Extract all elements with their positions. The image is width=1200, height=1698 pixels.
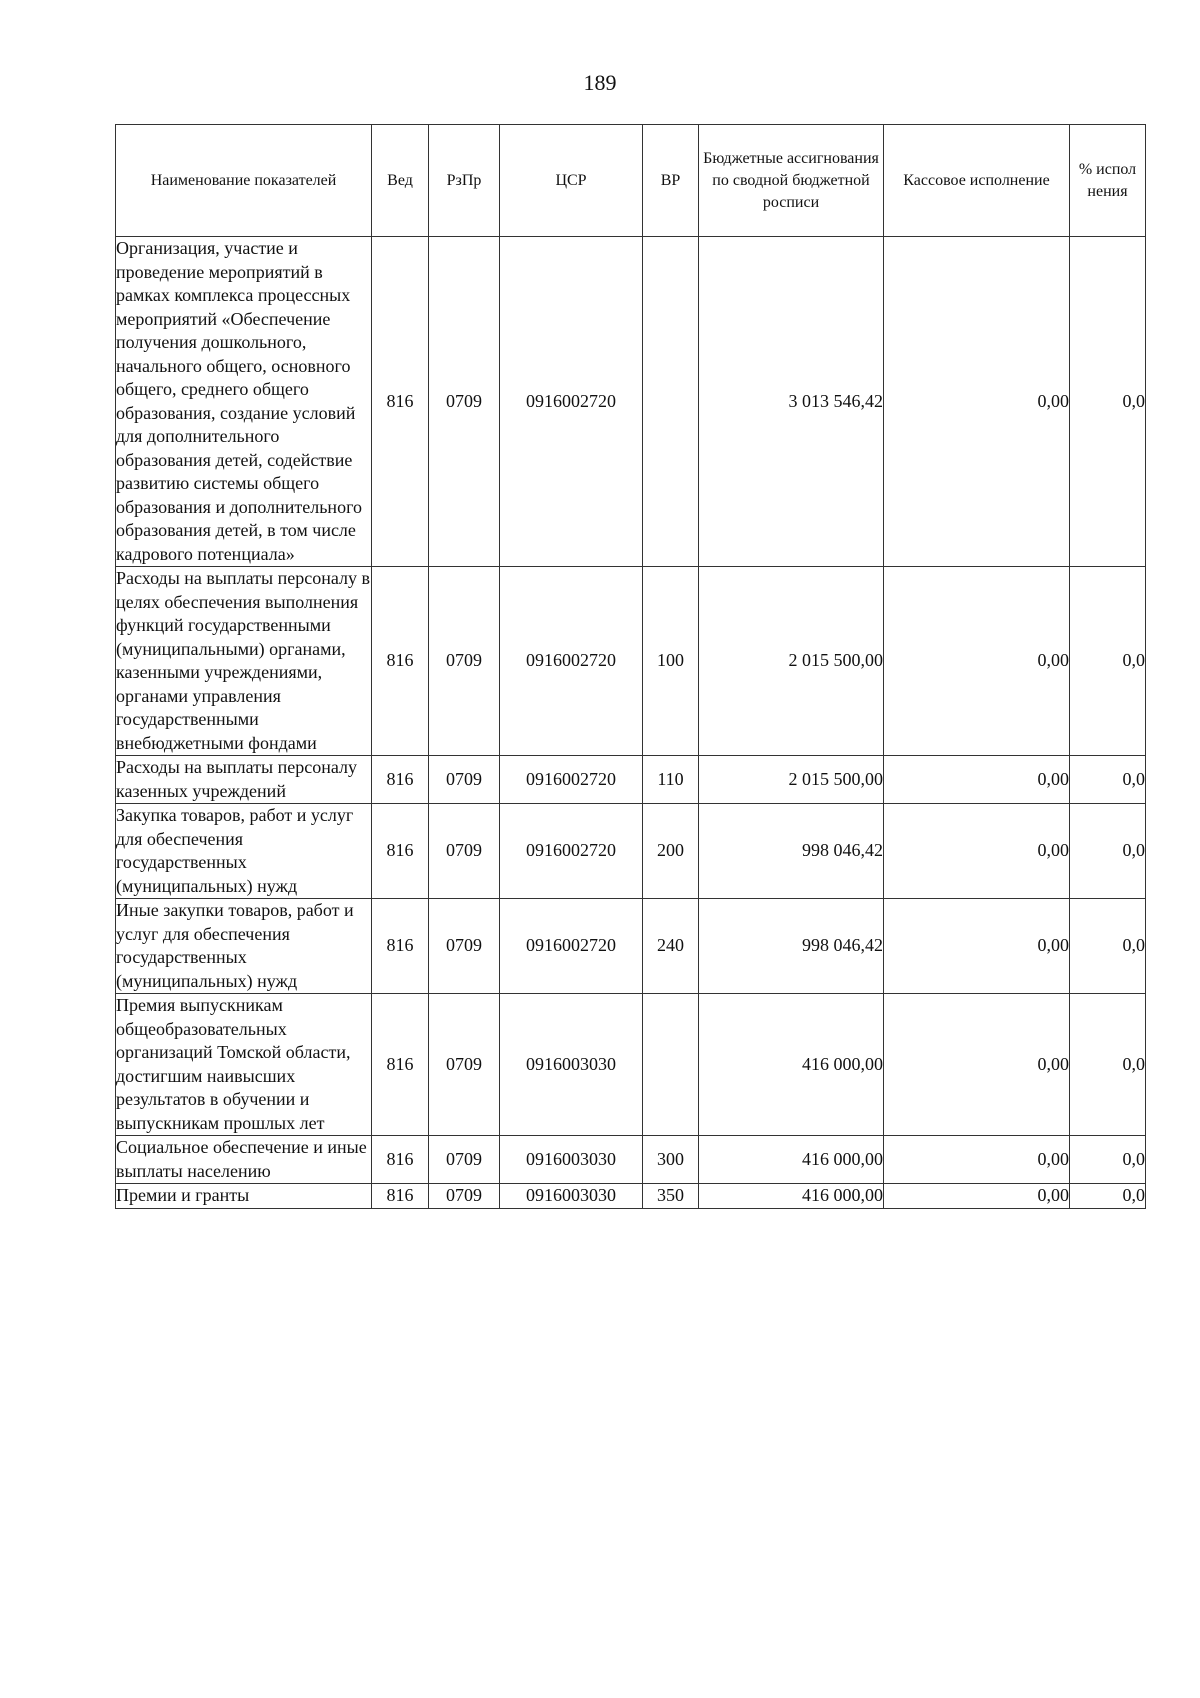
row-cash: 0,00 (884, 756, 1070, 804)
row-ved: 816 (372, 567, 429, 756)
row-name: Закупка товаров, работ и услуг для обеспечения государственных (муниципальных) нужд (116, 804, 372, 899)
row-name: Премия выпускникам общеобразовательных организаций Томской области, достигшим наивысших результатов в обучении и выпускникам прошлых лет (116, 994, 372, 1136)
row-ved: 816 (372, 237, 429, 567)
row-rzpr: 0709 (429, 1184, 500, 1209)
row-budget: 998 046,42 (699, 804, 884, 899)
row-budget: 2 015 500,00 (699, 567, 884, 756)
table-row (116, 1184, 1146, 1209)
table-row (116, 899, 1146, 994)
row-vr: 350 (643, 1184, 699, 1209)
row-pct: 0,0 (1070, 1184, 1146, 1209)
row-csr: 0916002720 (500, 899, 643, 994)
row-rzpr: 0709 (429, 804, 500, 899)
row-name: Премии и гранты (116, 1184, 372, 1209)
row-csr: 0916003030 (500, 1184, 643, 1209)
row-cash: 0,00 (884, 1184, 1070, 1209)
row-rzpr: 0709 (429, 567, 500, 756)
row-budget: 416 000,00 (699, 1184, 884, 1209)
header-vr: ВР (643, 125, 699, 237)
row-pct: 0,0 (1070, 1136, 1146, 1184)
row-name: Организация, участие и проведение мероприятий в рамках комплекса процессных мероприятий «Обеспечение получения дошкольного, начального общего, основного общего, среднего общего образования, создание условий для дополнительного образования детей, содействие развитию системы общего образования и дополнительного образования детей, в том числе кадрового потенциала» (116, 237, 372, 567)
table-row (116, 237, 1146, 567)
row-csr: 0916003030 (500, 994, 643, 1136)
row-budget: 2 015 500,00 (699, 756, 884, 804)
row-rzpr: 0709 (429, 237, 500, 567)
row-pct: 0,0 (1070, 237, 1146, 567)
row-rzpr: 0709 (429, 899, 500, 994)
row-cash: 0,00 (884, 1136, 1070, 1184)
row-csr: 0916002720 (500, 804, 643, 899)
header-csr: ЦСР (500, 125, 643, 237)
row-ved: 816 (372, 756, 429, 804)
table-row (116, 804, 1146, 899)
row-vr (643, 237, 699, 567)
budget-execution-table (115, 124, 1146, 1209)
header-budget: Бюджетные ассигнования по сводной бюджетной росписи (699, 125, 884, 237)
row-budget: 416 000,00 (699, 994, 884, 1136)
row-ved: 816 (372, 804, 429, 899)
row-name: Расходы на выплаты персоналу казенных учреждений (116, 756, 372, 804)
row-csr: 0916002720 (500, 237, 643, 567)
table-header (116, 125, 1146, 237)
row-vr: 200 (643, 804, 699, 899)
header-cash: Кассовое исполнение (884, 125, 1070, 237)
row-name: Социальное обеспечение и иные выплаты населению (116, 1136, 372, 1184)
row-vr: 300 (643, 1136, 699, 1184)
row-csr: 0916002720 (500, 567, 643, 756)
row-cash: 0,00 (884, 899, 1070, 994)
row-pct: 0,0 (1070, 756, 1146, 804)
row-budget: 3 013 546,42 (699, 237, 884, 567)
row-pct: 0,0 (1070, 804, 1146, 899)
row-vr: 110 (643, 756, 699, 804)
row-ved: 816 (372, 994, 429, 1136)
header-name: Наименование показателей (116, 125, 372, 237)
page-number: 189 (583, 70, 617, 95)
row-rzpr: 0709 (429, 756, 500, 804)
row-pct: 0,0 (1070, 994, 1146, 1136)
row-vr: 240 (643, 899, 699, 994)
table-row (116, 567, 1146, 756)
row-csr: 0916003030 (500, 1136, 643, 1184)
table-row (116, 1136, 1146, 1184)
row-budget: 998 046,42 (699, 899, 884, 994)
header-pct: % испол нения (1070, 125, 1146, 237)
row-cash: 0,00 (884, 237, 1070, 567)
row-vr (643, 994, 699, 1136)
row-pct: 0,0 (1070, 567, 1146, 756)
row-name: Расходы на выплаты персоналу в целях обеспечения выполнения функций государственными (муниципальными) органами, казенными учреждениями, органами управления государственными внебюджетными фондами (116, 567, 372, 756)
row-ved: 816 (372, 1136, 429, 1184)
row-rzpr: 0709 (429, 1136, 500, 1184)
table-row (116, 756, 1146, 804)
row-ved: 816 (372, 1184, 429, 1209)
row-vr: 100 (643, 567, 699, 756)
row-csr: 0916002720 (500, 756, 643, 804)
row-ved: 816 (372, 899, 429, 994)
row-cash: 0,00 (884, 567, 1070, 756)
table-row (116, 994, 1146, 1136)
row-cash: 0,00 (884, 994, 1070, 1136)
row-name: Иные закупки товаров, работ и услуг для обеспечения государственных (муниципальных) нужд (116, 899, 372, 994)
row-cash: 0,00 (884, 804, 1070, 899)
table-body (116, 237, 1146, 1209)
header-rzpr: РзПр (429, 125, 500, 237)
row-budget: 416 000,00 (699, 1136, 884, 1184)
row-pct: 0,0 (1070, 899, 1146, 994)
header-ved: Вед (372, 125, 429, 237)
header-row (116, 125, 1146, 237)
row-rzpr: 0709 (429, 994, 500, 1136)
